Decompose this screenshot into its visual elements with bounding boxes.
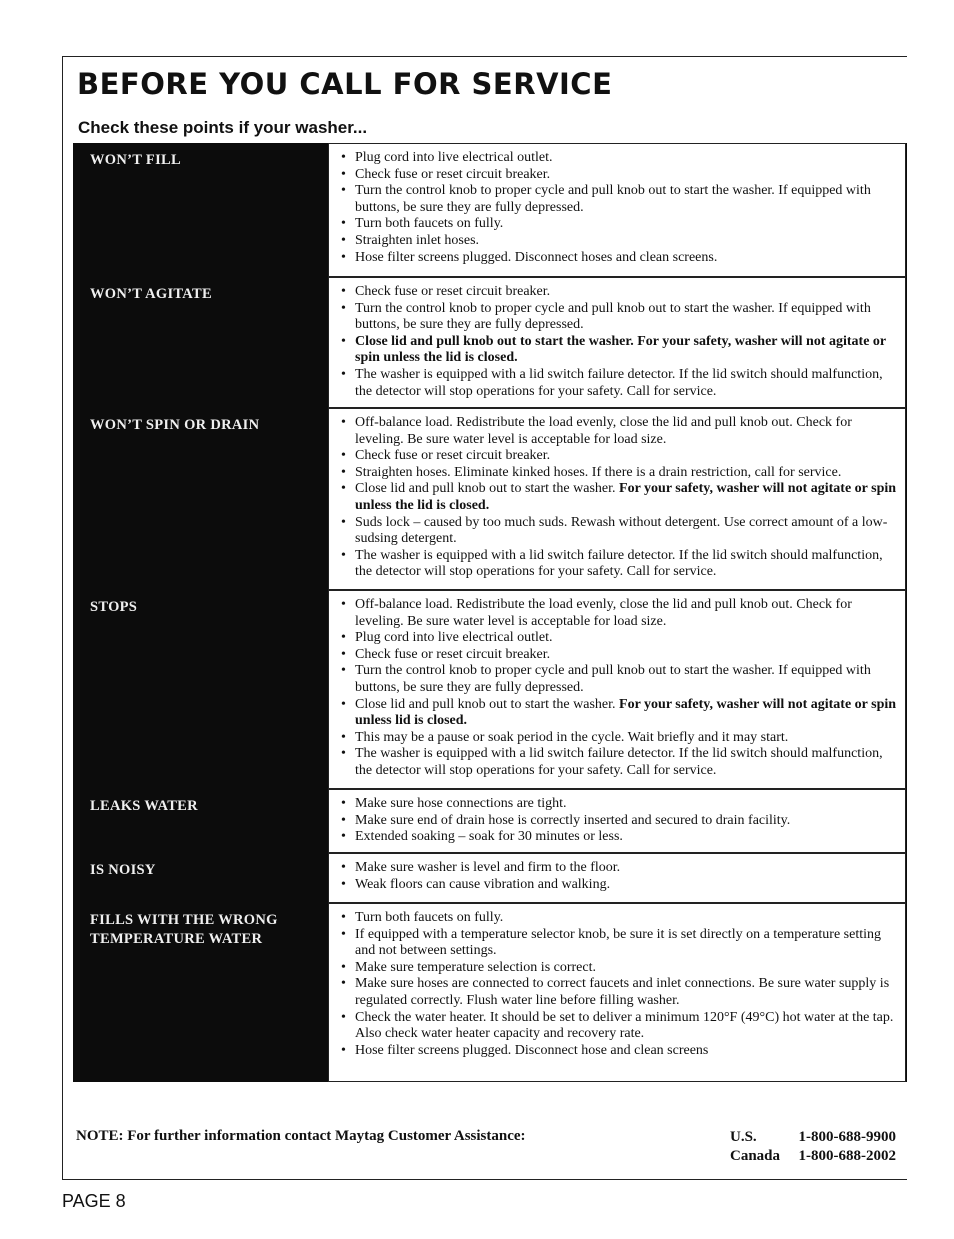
solution-item [341, 860, 899, 877]
us-phone-number: 1-800-688-9900 [798, 1129, 896, 1145]
solution-item [341, 448, 899, 465]
solutions-list [341, 284, 899, 400]
solutions-list [341, 597, 899, 780]
solution-text: The washer is equipped with a lid switch failure detector. If the lid switch should malfunction, the detector will stop operations for your safety. Call for service. [355, 746, 883, 778]
solution-item [341, 663, 899, 696]
solution-item [341, 746, 899, 779]
table-row [73, 143, 907, 277]
solution-item [341, 167, 899, 184]
solution-item [341, 1010, 899, 1043]
solution-item [341, 796, 899, 813]
solution-text: Plug cord into live electrical outlet. [355, 150, 553, 165]
solution-item [341, 301, 899, 334]
phone-numbers [730, 1128, 896, 1166]
solution-item [341, 877, 899, 894]
solution-text: Turn the control knob to proper cycle and pull knob out to start the washer. If equipped with buttons, be sure they are fully depressed. [355, 300, 871, 333]
solution-text: Make sure end of drain hose is correctly inserted and secured to drain facility. [355, 812, 791, 828]
problem-label: WON’T SPIN OR DRAIN [90, 417, 260, 433]
solutions-cell [328, 789, 906, 853]
solution-text: Weak floors can cause vibration and walking. [355, 876, 611, 892]
table-row [73, 853, 907, 903]
solution-item [341, 976, 899, 1009]
solutions-list [341, 150, 899, 266]
solution-text: Straighten inlet hoses. [355, 232, 480, 248]
solution-item [341, 647, 899, 664]
solution-text: Hose filter screens plugged. Disconnect hose and clean screens [355, 1042, 709, 1058]
solution-text: This may be a pause or soak period in the cycle. Wait briefly and it may start. [355, 729, 789, 745]
problem-label: STOPS [90, 599, 138, 615]
solutions-cell [328, 408, 906, 590]
problem-label: WON’T AGITATE [90, 286, 212, 302]
solution-text: Check the water heater. It should be set to deliver a minimum 120°F (49°C) hot water at the tap. Also check water heater capacity and recovery rate. [355, 1009, 894, 1042]
canada-label: Canada [730, 1148, 781, 1164]
solutions-cell [328, 143, 906, 277]
solution-text: Close lid and pull knob out to start the washer. [355, 696, 620, 712]
solution-text: For your safety, washer will not agitate or spin unless the lid is closed. [355, 481, 897, 513]
table-row [73, 277, 907, 408]
solution-text: Plug cord into live electrical outlet. [355, 630, 553, 646]
solution-text: Suds lock – caused by too much suds. Rewash without detergent. Use correct amount of a low-sudsing detergent. [355, 514, 888, 547]
solution-text: Check fuse or reset circuit breaker. [355, 284, 551, 299]
solution-item [341, 813, 899, 830]
solution-text: Turn the control knob to proper cycle and pull knob out to start the washer. If equipped with buttons, be sure they are fully depressed. [355, 663, 871, 695]
solutions-list [341, 910, 899, 1059]
page-title: BEFORE YOU CALL FOR SERVICE [77, 67, 613, 101]
canada-phone-number: 1-800-688-2002 [798, 1148, 896, 1164]
solution-item [341, 284, 899, 301]
solution-text: Make sure hoses are connected to correct faucets and inlet connections. Be sure water supply is regulated correctly. Flush water line before filling washer. [355, 976, 890, 1008]
assistance-note: NOTE: For further information contact Maytag Customer Assistance: [76, 1128, 526, 1144]
troubleshooting-table [73, 143, 907, 1082]
solution-item [341, 960, 899, 977]
solution-text: Check fuse or reset circuit breaker. [355, 448, 551, 464]
solution-text: Hose filter screens plugged. Disconnect hoses and clean screens. [355, 249, 718, 265]
solution-text: For your safety, washer will not agitate or spin unless lid is closed. [355, 696, 897, 729]
solution-text: The washer is equipped with a lid switch failure detector. If the lid switch should malfunction, the detector will stop operations for your safety. Call for service. [355, 366, 883, 399]
solution-text: The washer is equipped with a lid switch failure detector. If the lid switch should malfunction, the detector will stop operations for your safety. Call for service. [355, 547, 883, 580]
solution-item [341, 150, 899, 167]
us-label: U.S. [730, 1129, 757, 1145]
solution-item [341, 216, 899, 233]
solution-text: Close lid and pull knob out to start the washer. For your safety, washer will not agitate or spin unless the lid is closed. [355, 333, 886, 366]
problem-label: IS NOISY [90, 862, 156, 878]
solution-text: Turn both faucets on fully. [355, 216, 504, 232]
solution-item [341, 465, 899, 482]
solution-text: Turn both faucets on fully. [355, 910, 504, 925]
canada-phone-line [730, 1147, 896, 1166]
solutions-list [341, 415, 899, 581]
solution-item [341, 829, 899, 846]
solution-text: Extended soaking – soak for 30 minutes or less. [355, 829, 623, 845]
us-phone-line [730, 1128, 896, 1147]
solution-text: Make sure temperature selection is correct. [355, 959, 597, 975]
solution-item [341, 334, 899, 367]
solutions-list [341, 860, 899, 893]
solution-text: Off-balance load. Redistribute the load evenly, close the lid and pull knob out. Check for leveling. Be sure water level is acceptable for load size. [355, 597, 852, 629]
solution-item [341, 250, 899, 267]
solution-text: Check fuse or reset circuit breaker. [355, 166, 551, 182]
solution-item [341, 927, 899, 960]
solution-item [341, 730, 899, 747]
solution-text: Check fuse or reset circuit breaker. [355, 646, 551, 662]
solution-item [341, 1043, 899, 1060]
solution-text: Straighten hoses. Eliminate kinked hoses. If there is a drain restriction, call for service. [355, 464, 842, 480]
page-subtitle: Check these points if your washer... [78, 118, 368, 137]
solution-item [341, 367, 899, 400]
table-row [73, 789, 907, 853]
solutions-cell [328, 853, 906, 903]
solution-item [341, 233, 899, 250]
solution-text: If equipped with a temperature selector knob, be sure it is set directly on a temperature setting and not between settings. [355, 926, 881, 959]
page-number: PAGE 8 [62, 1191, 126, 1211]
solution-item [341, 910, 899, 927]
problem-label: LEAKS WATER [90, 798, 198, 814]
solution-item [341, 183, 899, 216]
solution-item [341, 697, 899, 730]
solutions-cell [328, 277, 906, 408]
solutions-cell [328, 903, 906, 1082]
solution-text: Off-balance load. Redistribute the load evenly, close the lid and pull knob out. Check for leveling. Be sure water level is acceptable for load size. [355, 415, 852, 447]
solution-text: Make sure hose connections are tight. [355, 796, 567, 811]
solution-item [341, 515, 899, 548]
table-row [73, 408, 907, 590]
table-row [73, 590, 907, 789]
solution-text: Turn the control knob to proper cycle and pull knob out to start the washer. If equipped with buttons, be sure they are fully depressed. [355, 183, 871, 215]
solution-item [341, 481, 899, 514]
solution-text: Close lid and pull knob out to start the washer. [355, 481, 620, 497]
solution-item [341, 415, 899, 448]
table-row [73, 903, 907, 1082]
solutions-list [341, 796, 899, 846]
solution-item [341, 630, 899, 647]
solution-item [341, 597, 899, 630]
problem-label: WON’T FILL [90, 152, 181, 168]
solution-item [341, 548, 899, 581]
solutions-cell [328, 590, 906, 789]
solution-text: Make sure washer is level and firm to the floor. [355, 860, 621, 875]
problem-label: FILLS WITH THE WRONG TEMPERATURE WATER [90, 912, 278, 947]
